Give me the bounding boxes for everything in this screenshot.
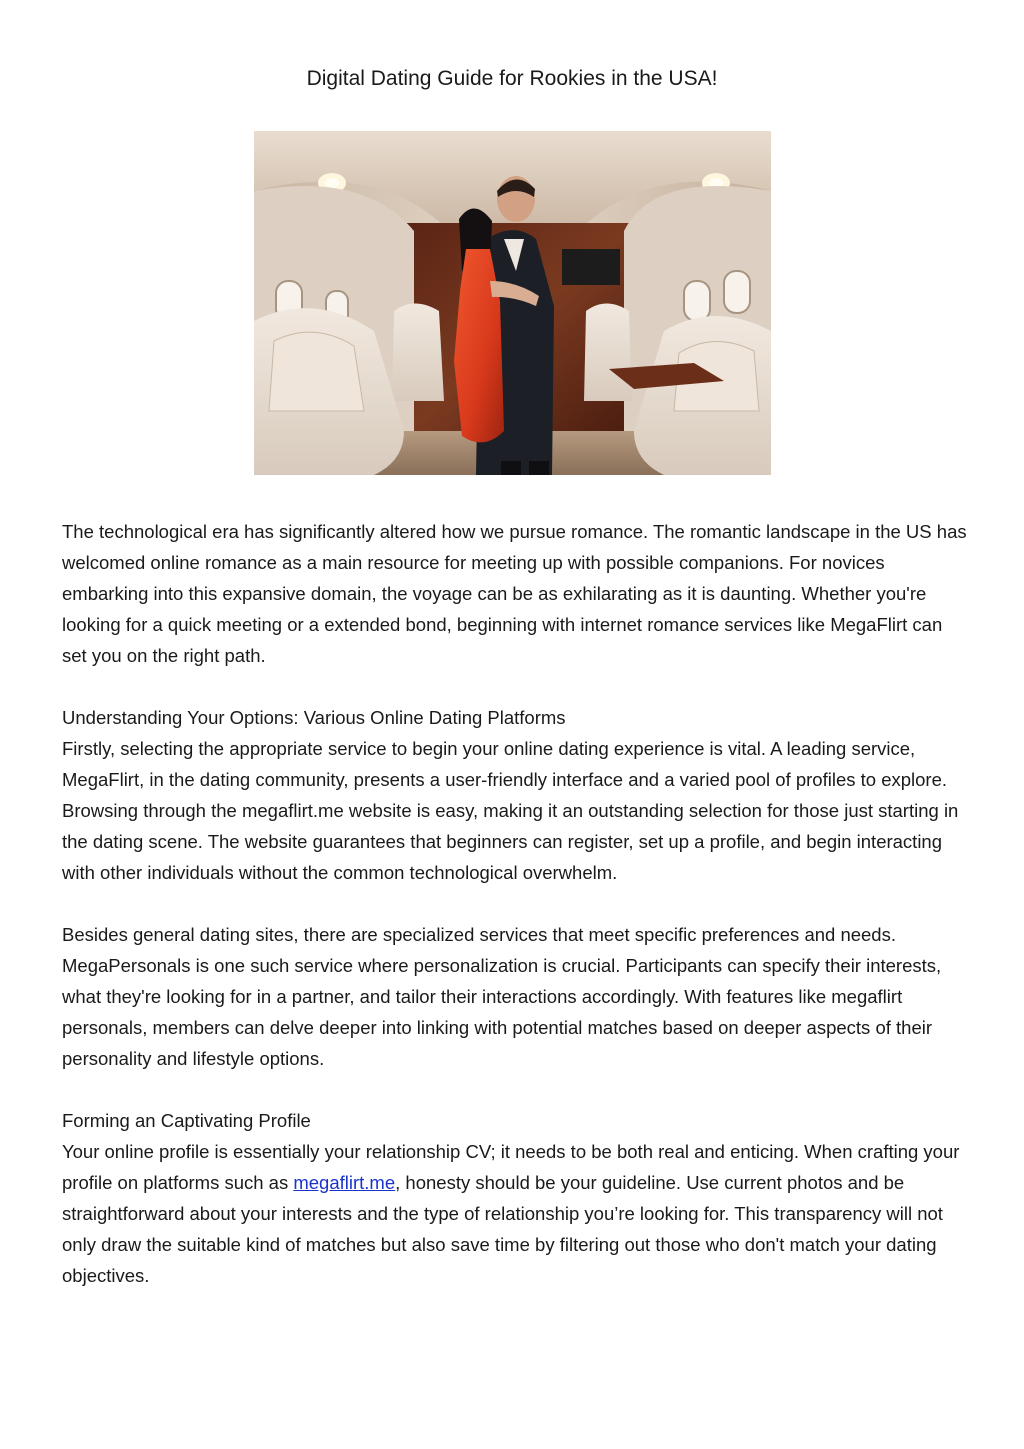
paragraph-spacer (62, 1074, 972, 1105)
specialized-paragraph: Besides general dating sites, there are specialized services that meet specific preferences and needs. MegaPersonals is one such service where personalization is crucial. Participants can specify their interests, what they're looking for in a partner, and tailor their interactions accordingly. With features like megaflirt personals, members can delve deeper into linking with potential matches based on deeper aspects of their personality and lifestyle options. (62, 924, 942, 1069)
paragraph-spacer (62, 888, 972, 919)
profile-text-after-link: , honesty should be your guideline. Use current photos and be straightforward about your interests and the type of relationship you’re looking for. This transparency will not only draw the suitable kind of matches but also save time by filtering out those who don't match your dating objectives. (62, 1172, 943, 1286)
profile-paragraph (62, 1136, 972, 1291)
intro-paragraph: The technological era has significantly altered how we pursue romance. The romantic landscape in the US has welcomed online romance as a main resource for meeting up with possible companions. For novices embarking into this expansive domain, the voyage can be as exhilarating as it is daunting. Whether you're looking for a quick meeting or a extended bond, beginning with internet romance services like MegaFlirt can set you on the right path. (62, 521, 967, 666)
hero-photo (254, 131, 771, 475)
article-body (62, 516, 972, 1291)
paragraph-spacer (62, 671, 972, 702)
couple-in-jet-cabin-photo (254, 131, 771, 475)
page-title: Digital Dating Guide for Rookies in the USA! (306, 67, 718, 90)
section-heading-options: Understanding Your Options: Various Online Dating Platforms (62, 707, 566, 728)
profile-text-before-link: Your online profile is essentially your relationship CV; it needs to be both real and enticing. When crafting your profile on platforms such as (62, 1141, 960, 1193)
megaflirt-link[interactable]: megaflirt.me (293, 1172, 396, 1193)
options-paragraph: Firstly, selecting the appropriate service to begin your online dating experience is vital. A leading service, MegaFlirt, in the dating community, presents a user-friendly interface and a varied pool of profiles to explore. Browsing through the megaflirt.me website is easy, making it an outstanding selection for those just starting in the dating scene. The website guarantees that beginners can register, set up a profile, and begin interacting with other individuals without the common technological overwhelm. (62, 738, 959, 883)
section-heading-profile: Forming an Captivating Profile (62, 1110, 311, 1131)
